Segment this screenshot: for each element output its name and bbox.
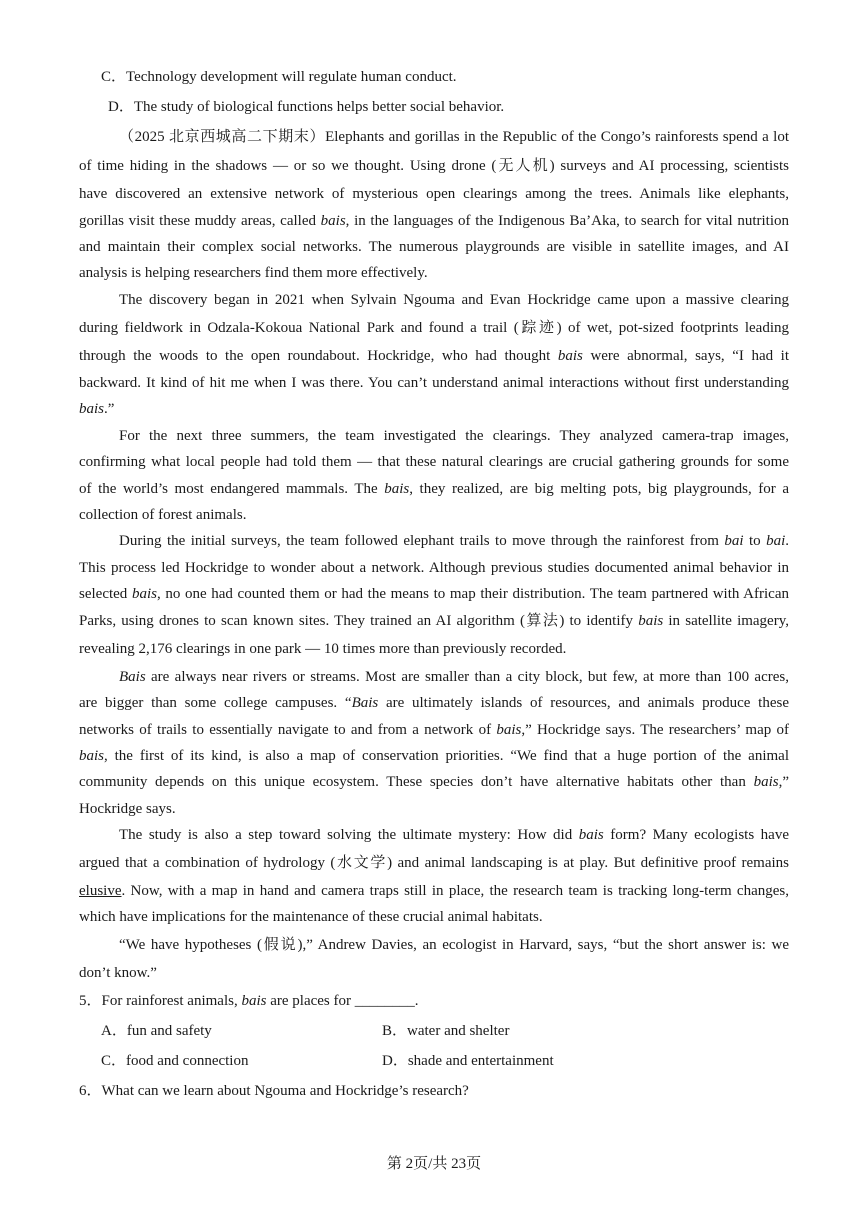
passage-line: selected bais, no one had counted them or had the means to map their distribution. The team partnered with African	[79, 586, 789, 602]
passage-line: confirming what local people had told them — that these natural clearings are crucial gathering grounds for some	[79, 454, 789, 470]
passage-line: backward. It kind of hit me when I was there. You can’t understand animal interactions without first understanding	[79, 375, 789, 391]
passage-line: during fieldwork in Odzala-Kokoua National Park and found a trail (踪迹) of wet, pot-sized footprints leading	[79, 320, 789, 336]
passage-line: collection of forest animals.	[79, 507, 247, 523]
passage-line	[79, 212, 789, 230]
passage-line: bais, the first of its kind, is also a map of conservation priorities. “We find that a huge portion of the animal	[79, 748, 789, 764]
passage-line: bais.”	[79, 401, 115, 417]
question-5-option-d[interactable]: D．shade and entertainment	[382, 1053, 554, 1069]
passage-line: Hockridge says.	[79, 801, 176, 817]
passage-line: During the initial surveys, the team followed elephant trails to move through the rainforest from bai to bai.	[119, 533, 790, 549]
previous-option-d: D．The study of biological functions helps better social behavior.	[108, 99, 505, 115]
passage-line: and maintain their complex social networks. The numerous playgrounds are visible in satellite images, and AI	[79, 239, 789, 255]
passage-line: are bigger than some college campuses. “Bais are ultimately islands of resources, and animals produce these	[79, 695, 789, 711]
passage-line: “We have hypotheses (假说),” Andrew Davies, an ecologist in Harvard, says, “but the short answer is: we	[119, 937, 789, 953]
passage-line: （2025 北京西城高二下期末）Elephants and gorillas in the Republic of the Congo’s rainforests spend a lot	[119, 129, 789, 145]
passage-line: analysis is helping researchers find them more effectively.	[79, 265, 428, 281]
question-5-option-c[interactable]: C．food and connection	[101, 1053, 249, 1069]
question-5-option-b[interactable]: B．water and shelter	[382, 1023, 510, 1039]
passage-line: community depends on this unique ecosystem. These species don’t have alternative habitats other than bais,”	[79, 774, 789, 790]
passage-line: elusive. Now, with a map in hand and camera traps still in place, the research team is tracking long-term changes,	[79, 883, 789, 899]
passage-line: networks of trails to essentially navigate to and from a network of bais,” Hockridge says. The researchers’ map of	[79, 722, 789, 738]
passage-text: gorillas visit these muddy areas, called bais, in the languages of the Indigenous Ba’Aka, to search for vital nutrition	[79, 213, 789, 229]
passage-line: through the woods to the open roundabout. Hockridge, who had thought bais were abnormal, says, “I had it	[79, 348, 789, 364]
page-number-footer: 第 2页/共 23页	[386, 1156, 482, 1172]
passage-line: don’t know.”	[79, 965, 157, 981]
passage-line: which have implications for the maintenance of these crucial animal habitats.	[79, 909, 543, 925]
passage-line: revealing 2,176 clearings in one park — 10 times more than previously recorded.	[79, 641, 567, 657]
previous-option-c: C．Technology development will regulate human conduct.	[101, 69, 457, 85]
passage-line: This process led Hockridge to wonder about a network. Although previous studies documented animal behavior in	[79, 560, 789, 576]
passage-line: of the world’s most endangered mammals. The bais, they realized, are big melting pots, big playgrounds, for a	[79, 481, 789, 497]
underlined-word-elusive: elusive	[79, 883, 122, 899]
passage-line: For the next three summers, the team investigated the clearings. They analyzed camera-trap images,	[119, 428, 789, 444]
passage-line: of time hiding in the shadows — or so we thought. Using drone (无人机) surveys and AI processing, scientists	[79, 158, 789, 174]
question-5-stem: 5．For rainforest animals, bais are places for ________.	[79, 993, 419, 1009]
question-6-stem: 6．What can we learn about Ngouma and Hockridge’s research?	[79, 1083, 469, 1099]
passage-line: have discovered an extensive network of mysterious open clearings among the trees. Animals like elephants,	[79, 186, 789, 202]
passage-line: The discovery began in 2021 when Sylvain Ngouma and Evan Hockridge came upon a massive clearing	[119, 292, 789, 308]
passage-line: Bais are always near rivers or streams. Most are smaller than a city block, but few, at more than 100 acres,	[119, 669, 789, 685]
passage-line: The study is also a step toward solving the ultimate mystery: How did bais form? Many ecologists have	[119, 827, 789, 843]
question-5-option-a[interactable]: A．fun and safety	[101, 1023, 212, 1039]
passage-line: argued that a combination of hydrology (水文学) and animal landscaping is at play. But definitive proof remains	[79, 855, 789, 871]
passage-line: Parks, using drones to scan known sites. They trained an AI algorithm (算法) to identify bais in satellite imagery,	[79, 613, 789, 629]
